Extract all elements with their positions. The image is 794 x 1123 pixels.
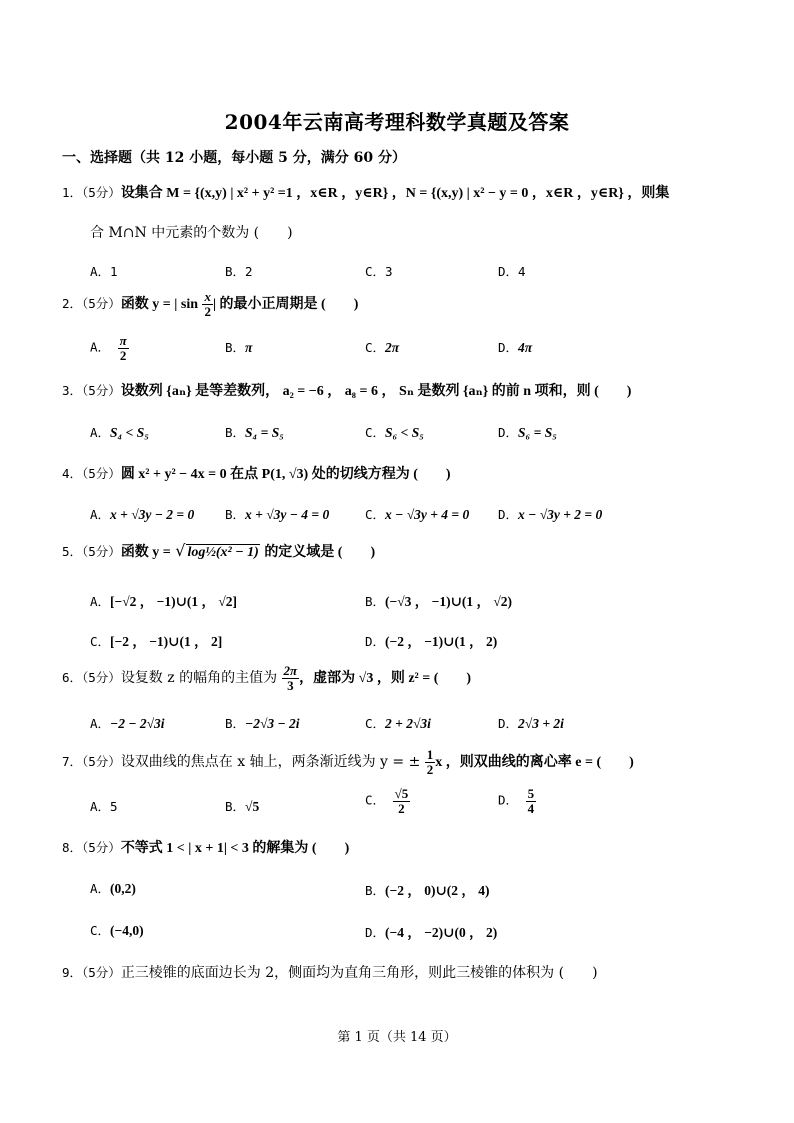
question-4 <box>62 463 451 483</box>
option-d: D．S₆ = S₅ <box>498 425 557 440</box>
question-stem: 设集合 M = {(x,y) | x² + y² =1 ，x∈R ，y∈R} ，N = {(x,y) | x² − y = 0 ，x∈R ，y∈R} ，则集 <box>120 186 670 201</box>
option-c: C．(−4,0) <box>90 923 144 938</box>
question-stem: 正三棱锥的底面边长为 2，侧面均为直角三角形，则此三棱锥的体积为 ( ) <box>120 965 598 981</box>
option-d: D．(−4 ， −2)∪(0 ， 2) <box>365 925 498 940</box>
question-score: （5分） <box>82 466 121 481</box>
question-stem: 设双曲线的焦点在 x 轴上，两条渐近线为 y = ± <box>120 754 421 771</box>
option-c: C．2 + 2√3i <box>365 716 431 731</box>
option-d: D．4 <box>498 264 526 279</box>
question-7: 7．（5分）设双曲线的焦点在 x 轴上，两条渐近线为 y = ± $\frac{1}{2}$ x ，则双曲线的离心率 e = ( ) <box>62 747 634 777</box>
question-score: （5分） <box>82 840 121 855</box>
question-score: （5分） <box>82 670 121 686</box>
question-number: 9． <box>62 965 83 980</box>
question-9 <box>62 962 598 982</box>
option-c: C．2π <box>365 340 400 355</box>
question-stem: 设复数 z 的幅角的主值为 <box>120 670 278 687</box>
option-b: B．−2√3 − 2i <box>225 716 300 731</box>
option-a: A．1 <box>90 264 118 279</box>
fraction: $\frac{\pi}{2}$ <box>119 333 127 363</box>
option-c: C．[−2 ， −1)∪(1 ， 2] <box>90 634 223 649</box>
question-number: 1． <box>62 185 83 200</box>
fraction: $\frac{√5}{2}$ <box>394 786 409 816</box>
fraction: $\frac{1}{2}$ <box>426 747 434 777</box>
radicand: log½(x² − 1) <box>187 545 259 560</box>
option-b: B．(−2 ， 0)∪(2 ， 4) <box>365 883 490 898</box>
option-c: C．x − √3y + 4 = 0 <box>365 507 470 522</box>
option-d: D．x − √3y + 2 = 0 <box>498 507 603 522</box>
option-d: D．4π <box>498 340 533 355</box>
question-6: 6．（5分）设复数 z 的幅角的主值为 $\frac{2\pi}{3}$ ，虚部为 √3 ，则 z² = ( ) <box>62 663 472 693</box>
question-number: 6． <box>62 670 83 686</box>
question-3 <box>62 380 631 400</box>
option-a: A．(0,2) <box>90 881 136 896</box>
page-footer: 第 1 页（共 14 页） <box>337 1030 457 1045</box>
question-score: （5分） <box>82 185 121 200</box>
option-a: A．S₄ < S₅ <box>90 425 149 440</box>
question-stem: 设数列 {aₙ} 是等差数列， a₂ = −6 ， a₈ = 6 ， Sₙ 是数列 {aₙ} 的前 n 项和，则 ( ) <box>120 384 632 399</box>
question-number: 3． <box>62 383 83 398</box>
option-d: D．2√3 + 2i <box>498 716 564 731</box>
option-a: A．−2 − 2√3i <box>90 716 165 731</box>
question-8 <box>62 837 349 857</box>
fraction: $\frac{x}{2}$ <box>204 289 211 319</box>
question-number: 8． <box>62 840 83 855</box>
fraction: $\frac{5}{4}$ <box>527 786 535 816</box>
option-a: A．5 <box>90 799 118 814</box>
option-d: D．(−2 ， −1)∪(1 ， 2) <box>365 634 498 649</box>
option-b: B．2 <box>225 264 253 279</box>
option-b: B．π <box>225 340 253 355</box>
question-score: （5分） <box>82 754 121 770</box>
radical-sign: √ <box>175 541 186 560</box>
question-score: （5分） <box>82 544 121 559</box>
question-number: 2． <box>62 296 83 312</box>
fraction: $\frac{2\pi}{3}$ <box>283 663 298 693</box>
section-heading: 一、选择题（共 12 小题，每小题 5 分，满分 60 分） <box>62 150 406 166</box>
option-d: D． $\frac{5}{4}$ <box>498 786 535 816</box>
document-title: 2004年云南高考理科数学真题及答案 <box>224 110 570 134</box>
option-c: C．3 <box>365 264 393 279</box>
option-b: B．√5 <box>225 799 260 814</box>
question-1 <box>62 182 669 202</box>
question-2: 2．（5分）函数 y = | sin $\frac{x}{2}$ | 的最小正周期是 ( ) <box>62 289 359 319</box>
question-stem: 圆 x² + y² − 4x = 0 在点 P(1, √3) 处的切线方程为 ( ) <box>120 467 451 482</box>
question-stem: 函数 y = <box>120 545 171 560</box>
option-b: B．x + √3y − 4 = 0 <box>225 507 330 522</box>
option-c: C．S₆ < S₅ <box>365 425 424 440</box>
question-5: 5．（5分）函数 y = √ log½(x² − 1) 的定义域是 ( ) <box>62 541 376 560</box>
option-a: A．[−√2 ， −1)∪(1 ， √2] <box>90 594 238 609</box>
question-stem: 函数 y = | sin <box>120 297 198 313</box>
question-score: （5分） <box>82 383 121 398</box>
question-score: （5分） <box>82 965 121 980</box>
option-b: B．S₄ = S₅ <box>225 425 284 440</box>
question-1-stem-continued: 合 M∩N 中元素的个数为 ( ) <box>90 225 293 241</box>
question-score: （5分） <box>82 296 121 312</box>
option-c: C． $\frac{√5}{2}$ <box>365 786 409 816</box>
option-a: A．x + √3y − 2 = 0 <box>90 507 195 522</box>
question-stem: 不等式 1 < | x + 1| < 3 的解集为 ( ) <box>120 841 350 856</box>
option-b: B．(−√3 ， −1)∪(1 ， √2) <box>365 594 513 609</box>
option-a: A． $\frac{\pi}{2}$ <box>90 333 127 363</box>
question-number: 7． <box>62 754 83 770</box>
question-number: 4． <box>62 466 83 481</box>
question-number: 5． <box>62 544 83 559</box>
